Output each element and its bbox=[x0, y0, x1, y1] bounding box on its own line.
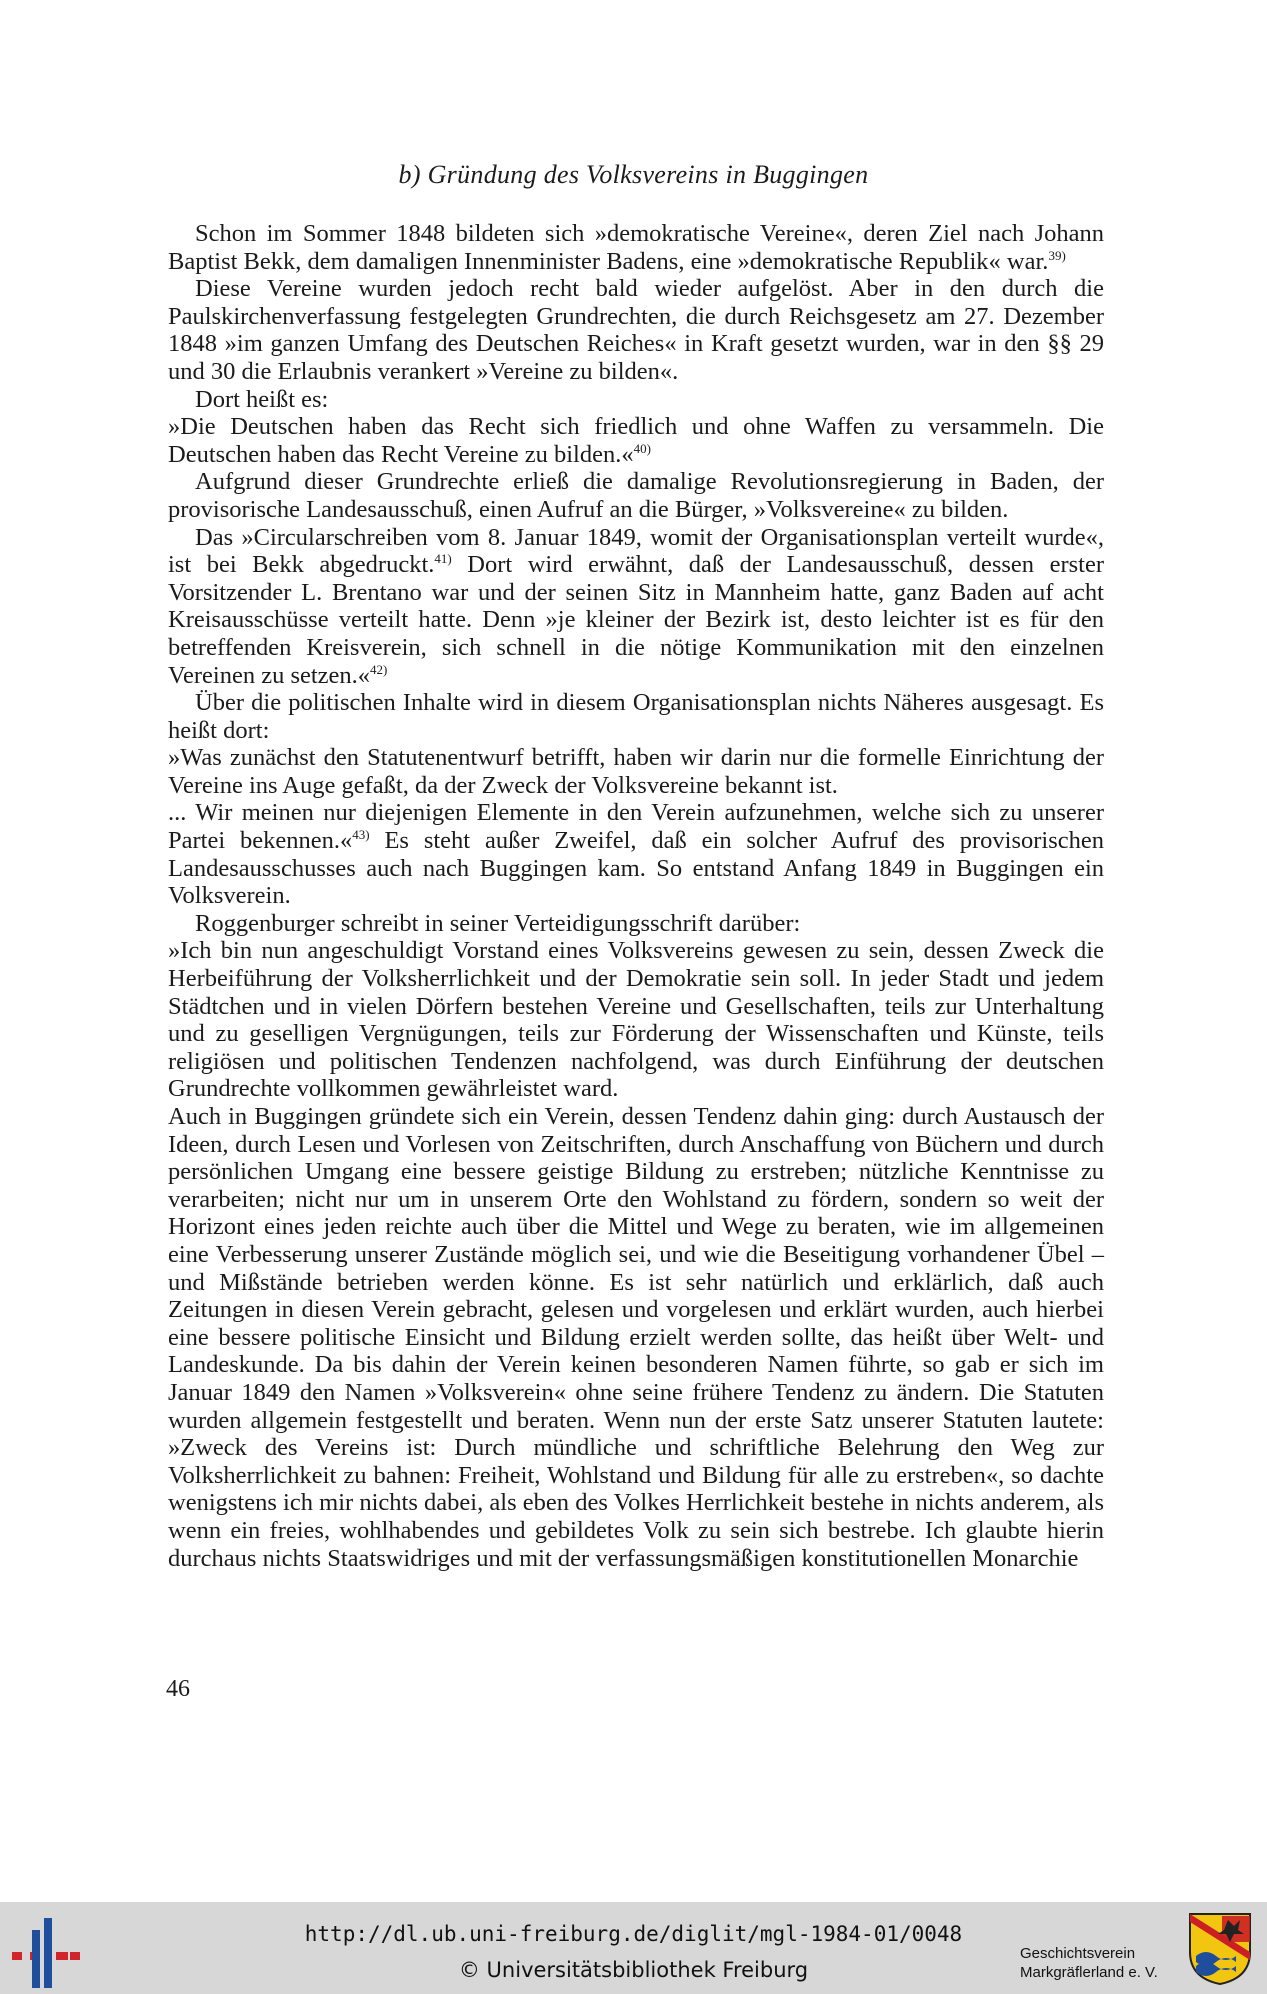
footnote-ref: 41) bbox=[434, 551, 452, 567]
paragraph-text: Dort heißt es: bbox=[195, 385, 329, 413]
paragraph-text: »Die Deutschen haben das Recht sich friedlich und ohne Waffen zu versammeln. Die Deutschen haben das Recht Vereine zu bilden.« bbox=[168, 413, 1104, 468]
paragraph-text: »Ich bin nun angeschuldigt Vorstand eines Volksvereins gewesen zu sein, dessen Zweck die Herbeiführung der Volksherrlichkeit und der Demokratie sein soll. In jeder Stadt und jedem Städtchen und in vielen Dörfern bestehen Vereine und Gesellschaften, teils zur Unterhaltung und zu geselligen Vergnügungen, teils zur Förderung der Wissenschaften und Künste, teils religiösen und politischen Tendenzen nachfolgend, was durch Einführung der deutschen Grundrechte vollkommen gewährleistet ward. bbox=[168, 937, 1104, 1103]
paragraph-text: Schon im Sommer 1848 bildeten sich »demokratische Vereine«, deren Ziel nach Johann Baptist Bekk, dem damaligen Innenminister Badens, eine »demokratische Republik« war. bbox=[168, 220, 1104, 275]
paragraph-text: »Was zunächst den Statutenentwurf betrifft, haben wir darin nur die formelle Einrichtung der Vereine ins Auge gefaßt, da der Zweck der Volksvereine bekannt ist. bbox=[168, 744, 1104, 799]
publisher-line-2: Markgräflerland e. V. bbox=[1020, 1964, 1158, 1981]
paragraph-text: ... Wir meinen nur diejenigen Elemente in den Verein aufzunehmen, welche sich zu unserer Partei bekennen.« bbox=[168, 799, 1104, 855]
paragraph-text: Diese Vereine wurden jedoch recht bald wieder aufgelöst. Aber in den durch die Paulskirchenverfassung festgelegten Grundrechten, die durch Reichsgesetz am 27. Dezember 1848 »im ganzen Umfang des Deutschen Reiches« in Kraft gesetzt wurden, war in den §§ 29 und 30 die Erlaubnis verankert »Vereine zu bilden«. bbox=[168, 275, 1104, 385]
copyright-notice: © Universitätsbibliothek Freiburg bbox=[458, 1958, 809, 1982]
section-title: b) Gründung des Volksvereins in Buggingen bbox=[398, 160, 869, 189]
paragraph-text: Auch in Buggingen gründete sich ein Verein, dessen Tendenz dahin ging: durch Austausch der Ideen, durch Lesen und Vorlesen von Zeitschriften, durch Anschaffung von Büchern und durch persönlichen Umgang eine bessere geistige Bildung zu erstreben; nützliche Kenntnisse zu verarbeiten; nicht nur um in unserem Orte den Wohlstand zu fördern, sondern so weit der Horizont eines jeden reichte auch über die Mittel und Wege zu beraten, wie im allgemeinen eine Verbesserung unserer Zustände möglich sei, und wie die Beseitigung vorhandener Übel – und Mißstände betrieben werden könne. Es ist sehr natürlich und erklärlich, daß auch Zeitungen in diesen Verein gebracht, gelesen und vorgelesen und erklärt wurden, auch hierbei eine bessere politische Einsicht und Bildung erzielt werden sollte, das heißt über Welt- und Landeskunde. Da bis dahin der Verein keinen besonderen Namen führte, so gab er sich im Januar 1849 den Namen »Volksverein« ohne seine frühere Tendenz zu ändern. Die Statuten wurden allgemein festgestellt und beraten. Wenn nun der erste Satz unserer Statuten lautete: »Zweck des Vereins ist: Durch mündliche und schriftliche Belehrung den Weg zur Volksherrlichkeit zu bahnen: Freiheit, Wohlstand und Bildung für alle zu erstreben«, so dachte wenigstens ich mir nichts dabei, als eben des Volkes Herrlichkeit bestehe in nichts anderem, als wenn ein freies, wohlhabendes und gebildetes Volk zu sein sich bestrebe. Ich glaubte hierin durchaus nichts Staatswidriges und mit der verfassungsmäßigen konstitutionellen Monarchie bbox=[168, 1103, 1104, 1572]
paragraph bbox=[168, 744, 1104, 799]
paragraph bbox=[168, 910, 1104, 938]
publisher-line-1: Geschichtsverein bbox=[1020, 1945, 1136, 1962]
paragraph-text: Es steht außer Zweifel, daß ein solcher Aufruf des provisorischen Landesausschusses auch nach Buggingen kam. So entstand Anfang 1849 in Buggingen ein Volksverein. bbox=[168, 827, 1104, 910]
coat-of-arms-icon bbox=[1188, 1912, 1252, 1986]
paragraph bbox=[168, 220, 1104, 275]
paragraph bbox=[168, 275, 1104, 385]
paragraph-text: Aufgrund dieser Grundrechte erließ die damalige Revolutionsregierung in Baden, der provisorische Landesausschuß, einen Aufruf an die Bürger, »Volksvereine« zu bilden. bbox=[168, 468, 1104, 523]
footnote-ref: 42) bbox=[370, 661, 388, 677]
document-url[interactable]: http://dl.ub.uni-freiburg.de/diglit/mgl-1984-01/0048 bbox=[304, 1922, 963, 1946]
paragraph bbox=[168, 799, 1104, 909]
paragraph-text: Über die politischen Inhalte wird in diesem Organisationsplan nichts Näheres ausgesagt. Es heißt dort: bbox=[168, 689, 1104, 744]
footnote-ref: 39) bbox=[1048, 247, 1066, 263]
footnote-ref: 40) bbox=[633, 440, 651, 456]
body-text bbox=[168, 220, 1104, 1572]
paragraph bbox=[168, 413, 1104, 468]
paragraph-text: Das »Circularschreiben vom 8. Januar 1849, womit der Organisationsplan verteilt wurde«, ist bei Bekk abgedruckt. bbox=[168, 523, 1104, 579]
page-number: 46 bbox=[166, 1676, 190, 1702]
paragraph bbox=[168, 1103, 1104, 1572]
viewer-footer bbox=[0, 1902, 1267, 1994]
paragraph bbox=[168, 524, 1104, 690]
paragraph bbox=[168, 468, 1104, 523]
paragraph bbox=[168, 689, 1104, 744]
paragraph bbox=[168, 386, 1104, 414]
footnote-ref: 43) bbox=[352, 827, 370, 843]
publisher-name bbox=[1020, 1944, 1158, 1982]
paragraph-text: Dort wird erwähnt, daß der Landesausschuß, dessen erster Vorsitzender L. Brentano war und der seinen Sitz in Mannheim hatte, ganz Baden auf acht Kreisausschüsse verteilt hatte. Denn »je kleiner der Bezirk ist, desto leichter ist es für den betreffenden Kreisverein, sich schnell in die nötige Kommunikation mit den einzelnen Vereinen zu setzen.« bbox=[168, 551, 1104, 689]
paragraph-text: Roggenburger schreibt in seiner Verteidigungsschrift darüber: bbox=[195, 909, 801, 937]
paragraph bbox=[168, 937, 1104, 1103]
